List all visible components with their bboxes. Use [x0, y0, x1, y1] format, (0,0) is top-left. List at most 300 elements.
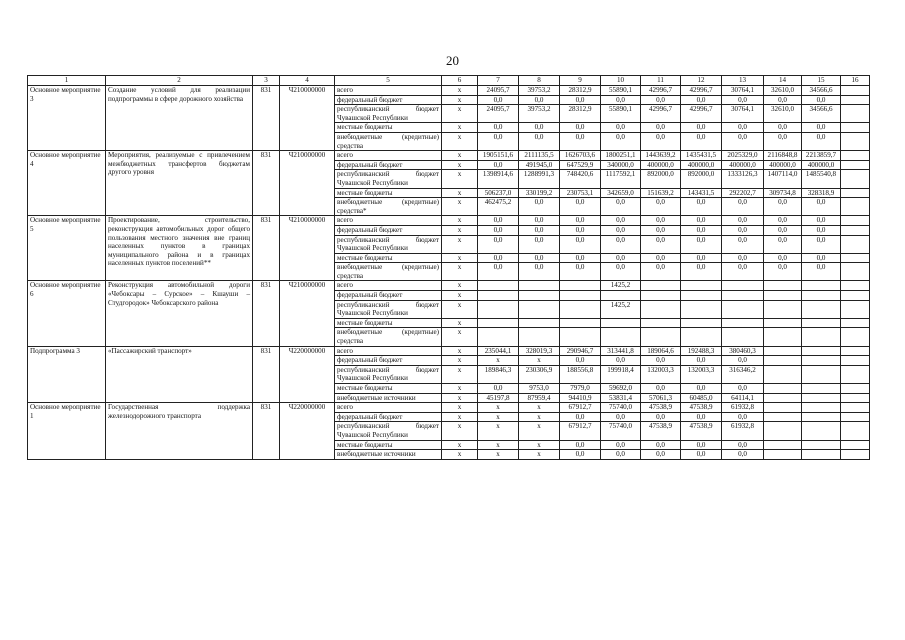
value-cell — [478, 318, 519, 328]
value-cell: 0,0 — [641, 198, 681, 216]
value-cell: 7979,0 — [560, 384, 601, 394]
value-cell — [802, 393, 841, 403]
value-cell: 0,0 — [601, 263, 641, 281]
value-cell: 0,0 — [802, 123, 841, 133]
value-cell: 0,0 — [722, 235, 764, 253]
value-cell: 0,0 — [641, 440, 681, 450]
value-cell — [601, 291, 641, 301]
program-name-cell: Основное мероприятие 4 — [28, 151, 106, 216]
value-cell: 1333126,3 — [722, 170, 764, 188]
value-cell: 0,0 — [722, 440, 764, 450]
funding-source-cell: федеральный бюджет — [335, 95, 442, 105]
value-cell: 491945,0 — [519, 160, 560, 170]
value-cell: 0,0 — [681, 412, 722, 422]
value-cell: 400000,0 — [681, 160, 722, 170]
admin-code-cell: 831 — [253, 346, 280, 403]
value-cell: 330199,2 — [519, 188, 560, 198]
status-cell: x — [442, 170, 478, 188]
value-cell: 0,0 — [601, 356, 641, 366]
classification-code-cell: Ч210000000 — [280, 216, 335, 281]
value-cell: 292202,7 — [722, 188, 764, 198]
classification-code-cell: Ч220000000 — [280, 403, 335, 460]
value-cell: 188556,8 — [560, 365, 601, 383]
value-cell — [841, 318, 870, 328]
value-cell — [764, 384, 802, 394]
table-row — [28, 151, 870, 161]
header-row — [28, 76, 870, 86]
value-cell: 132003,3 — [641, 365, 681, 383]
value-cell — [802, 300, 841, 318]
value-cell: 400000,0 — [722, 160, 764, 170]
value-cell — [764, 422, 802, 440]
value-cell: 0,0 — [681, 356, 722, 366]
value-cell: 30764,1 — [722, 86, 764, 96]
value-cell: 0,0 — [722, 263, 764, 281]
value-cell: 0,0 — [764, 198, 802, 216]
value-cell: 2025329,0 — [722, 151, 764, 161]
value-cell: 316346,2 — [722, 365, 764, 383]
value-cell: 328019,3 — [519, 346, 560, 356]
value-cell — [841, 151, 870, 161]
column-header: 2 — [106, 76, 253, 86]
value-cell: 1398914,6 — [478, 170, 519, 188]
value-cell: 328318,9 — [802, 188, 841, 198]
value-cell: 342659,0 — [601, 188, 641, 198]
value-cell — [641, 300, 681, 318]
funding-source-cell: всего — [335, 86, 442, 96]
value-cell — [802, 412, 841, 422]
funding-source-cell: всего — [335, 216, 442, 226]
value-cell: 0,0 — [764, 235, 802, 253]
value-cell: 0,0 — [601, 132, 641, 150]
value-cell — [560, 281, 601, 291]
value-cell: 42996,7 — [641, 105, 681, 123]
value-cell — [841, 393, 870, 403]
value-cell: 0,0 — [802, 216, 841, 226]
description-cell: Реконструкция автомобильной дороги «Чебоксары – Сурское» – Кшауши – Студгородок» Чебоксарского района — [106, 281, 253, 346]
value-cell: 0,0 — [560, 440, 601, 450]
page-number: 20 — [446, 53, 459, 68]
value-cell: 0,0 — [641, 95, 681, 105]
value-cell: 0,0 — [641, 356, 681, 366]
funding-source-cell: местные бюджеты — [335, 253, 442, 263]
value-cell: 0,0 — [641, 253, 681, 263]
value-cell — [641, 328, 681, 346]
status-cell: x — [442, 263, 478, 281]
value-cell — [764, 412, 802, 422]
value-cell — [841, 450, 870, 460]
value-cell: 0,0 — [681, 450, 722, 460]
value-cell: x — [478, 422, 519, 440]
description-cell: Государственная поддержка железнодорожного транспорта — [106, 403, 253, 460]
value-cell: 0,0 — [641, 216, 681, 226]
value-cell: 0,0 — [681, 225, 722, 235]
value-cell: 0,0 — [601, 216, 641, 226]
value-cell — [764, 440, 802, 450]
value-cell: 55890,1 — [601, 105, 641, 123]
value-cell — [764, 365, 802, 383]
value-cell: 0,0 — [722, 450, 764, 460]
classification-code-cell: Ч210000000 — [280, 281, 335, 346]
value-cell: 0,0 — [601, 412, 641, 422]
value-cell: 189064,6 — [641, 346, 681, 356]
value-cell: 0,0 — [601, 95, 641, 105]
value-cell: 230306,9 — [519, 365, 560, 383]
value-cell: 24095,7 — [478, 105, 519, 123]
value-cell: 0,0 — [722, 123, 764, 133]
value-cell: 32610,0 — [764, 86, 802, 96]
status-cell: x — [442, 160, 478, 170]
value-cell: 75740,0 — [601, 422, 641, 440]
value-cell — [841, 86, 870, 96]
value-cell: 0,0 — [802, 235, 841, 253]
value-cell: 1800251,1 — [601, 151, 641, 161]
value-cell — [681, 281, 722, 291]
value-cell: 1905151,6 — [478, 151, 519, 161]
funding-source-cell: республиканский бюджет Чувашской Республики — [335, 300, 442, 318]
value-cell: 0,0 — [764, 263, 802, 281]
value-cell — [681, 300, 722, 318]
value-cell: 1425,2 — [601, 300, 641, 318]
value-cell: 0,0 — [560, 225, 601, 235]
funding-source-cell: федеральный бюджет — [335, 160, 442, 170]
value-cell: 0,0 — [681, 95, 722, 105]
status-cell: x — [442, 300, 478, 318]
value-cell: 0,0 — [519, 235, 560, 253]
admin-code-cell: 831 — [253, 151, 280, 216]
value-cell: 0,0 — [560, 412, 601, 422]
column-header: 15 — [802, 76, 841, 86]
value-cell: 2213859,7 — [802, 151, 841, 161]
value-cell: 0,0 — [681, 132, 722, 150]
value-cell — [802, 346, 841, 356]
funding-source-cell: республиканский бюджет Чувашской Республики — [335, 105, 442, 123]
column-header: 16 — [841, 76, 870, 86]
value-cell — [841, 188, 870, 198]
table-body — [28, 86, 870, 460]
value-cell: 55890,1 — [601, 86, 641, 96]
value-cell: 59692,0 — [601, 384, 641, 394]
value-cell: 0,0 — [764, 216, 802, 226]
column-header: 1 — [28, 76, 106, 86]
funding-source-cell: местные бюджеты — [335, 440, 442, 450]
status-cell: x — [442, 235, 478, 253]
value-cell — [841, 440, 870, 450]
value-cell: 34566,6 — [802, 105, 841, 123]
status-cell: x — [442, 253, 478, 263]
value-cell: 0,0 — [802, 263, 841, 281]
value-cell: 0,0 — [722, 216, 764, 226]
value-cell — [802, 422, 841, 440]
value-cell: 53831,4 — [601, 393, 641, 403]
value-cell: 0,0 — [641, 225, 681, 235]
value-cell — [841, 356, 870, 366]
value-cell: 0,0 — [601, 450, 641, 460]
funding-source-cell: всего — [335, 151, 442, 161]
value-cell — [641, 291, 681, 301]
value-cell — [722, 318, 764, 328]
status-cell: x — [442, 105, 478, 123]
value-cell: 64114,1 — [722, 393, 764, 403]
value-cell: 1117592,1 — [601, 170, 641, 188]
description-cell: Проектирование, строительство, реконструкция автомобильных дорог общего пользования местного значения вне границ населенных пунктов в границах муниципального района и в границах населенных пунктов поселений** — [106, 216, 253, 281]
status-cell: x — [442, 422, 478, 440]
value-cell: 0,0 — [519, 225, 560, 235]
value-cell — [841, 346, 870, 356]
value-cell: 0,0 — [560, 235, 601, 253]
status-cell: x — [442, 318, 478, 328]
program-name-cell: Подпрограмма 3 — [28, 346, 106, 403]
admin-code-cell: 831 — [253, 216, 280, 281]
value-cell — [764, 450, 802, 460]
value-cell: 0,0 — [478, 160, 519, 170]
funding-source-cell: республиканский бюджет Чувашской Республики — [335, 422, 442, 440]
status-cell: x — [442, 346, 478, 356]
value-cell — [764, 403, 802, 413]
status-cell: x — [442, 198, 478, 216]
value-cell: 0,0 — [519, 216, 560, 226]
funding-source-cell: всего — [335, 346, 442, 356]
column-header: 5 — [335, 76, 442, 86]
value-cell: 132003,3 — [681, 365, 722, 383]
value-cell — [764, 281, 802, 291]
value-cell: 0,0 — [560, 123, 601, 133]
value-cell — [519, 291, 560, 301]
value-cell — [764, 318, 802, 328]
funding-table — [27, 75, 870, 460]
value-cell — [478, 291, 519, 301]
value-cell: 0,0 — [802, 198, 841, 216]
status-cell: x — [442, 123, 478, 133]
table-row — [28, 346, 870, 356]
value-cell: 32610,0 — [764, 105, 802, 123]
value-cell — [764, 328, 802, 346]
value-cell: 30764,1 — [722, 105, 764, 123]
status-cell: x — [442, 225, 478, 235]
admin-code-cell: 831 — [253, 281, 280, 346]
value-cell: 1443639,2 — [641, 151, 681, 161]
value-cell: 0,0 — [764, 132, 802, 150]
value-cell — [764, 346, 802, 356]
value-cell: 0,0 — [722, 198, 764, 216]
table-row — [28, 281, 870, 291]
value-cell — [841, 422, 870, 440]
value-cell: 892000,0 — [641, 170, 681, 188]
value-cell: 0,0 — [764, 123, 802, 133]
value-cell — [841, 123, 870, 133]
value-cell: 0,0 — [601, 235, 641, 253]
value-cell: 42996,7 — [681, 86, 722, 96]
value-cell: 0,0 — [722, 356, 764, 366]
value-cell: 892000,0 — [681, 170, 722, 188]
value-cell: 0,0 — [681, 216, 722, 226]
value-cell: 748420,6 — [560, 170, 601, 188]
value-cell: 0,0 — [681, 263, 722, 281]
value-cell: 340000,0 — [601, 160, 641, 170]
value-cell: 0,0 — [641, 384, 681, 394]
column-header: 11 — [641, 76, 681, 86]
value-cell: 0,0 — [560, 216, 601, 226]
status-cell: x — [442, 412, 478, 422]
value-cell: 0,0 — [802, 95, 841, 105]
value-cell: 57061,3 — [641, 393, 681, 403]
value-cell — [841, 365, 870, 383]
value-cell — [722, 328, 764, 346]
value-cell — [841, 403, 870, 413]
value-cell: x — [478, 356, 519, 366]
value-cell: 2111135,5 — [519, 151, 560, 161]
funding-source-cell: внебюджетные (кредитные) средства — [335, 263, 442, 281]
value-cell: 1435431,5 — [681, 151, 722, 161]
value-cell: 0,0 — [764, 95, 802, 105]
funding-source-cell: внебюджетные источники — [335, 393, 442, 403]
value-cell: 0,0 — [560, 132, 601, 150]
value-cell: 28312,9 — [560, 105, 601, 123]
value-cell — [560, 318, 601, 328]
value-cell: 0,0 — [519, 95, 560, 105]
value-cell — [601, 318, 641, 328]
value-cell: 0,0 — [478, 225, 519, 235]
value-cell: 60485,0 — [681, 393, 722, 403]
value-cell: 0,0 — [560, 95, 601, 105]
status-cell: x — [442, 356, 478, 366]
admin-code-cell: 831 — [253, 86, 280, 151]
value-cell: 400000,0 — [764, 160, 802, 170]
funding-source-cell: внебюджетные (кредитные) средства* — [335, 198, 442, 216]
value-cell — [764, 393, 802, 403]
value-cell — [478, 281, 519, 291]
column-header: 12 — [681, 76, 722, 86]
status-cell: x — [442, 95, 478, 105]
column-header: 10 — [601, 76, 641, 86]
value-cell — [802, 440, 841, 450]
value-cell: 0,0 — [802, 132, 841, 150]
value-cell: 42996,7 — [681, 105, 722, 123]
value-cell — [764, 300, 802, 318]
value-cell: 0,0 — [601, 253, 641, 263]
value-cell: 67912,7 — [560, 403, 601, 413]
table-row — [28, 86, 870, 96]
status-cell: x — [442, 86, 478, 96]
description-cell: Мероприятия, реализуемые с привлечением межбюджетных трансфертов бюджетам другого уровня — [106, 151, 253, 216]
value-cell — [841, 253, 870, 263]
value-cell: 47538,9 — [681, 403, 722, 413]
value-cell — [519, 318, 560, 328]
column-header: 9 — [560, 76, 601, 86]
value-cell — [841, 263, 870, 281]
funding-source-cell: местные бюджеты — [335, 123, 442, 133]
value-cell: 0,0 — [722, 384, 764, 394]
value-cell — [764, 356, 802, 366]
value-cell: 0,0 — [764, 225, 802, 235]
value-cell: 0,0 — [519, 132, 560, 150]
value-cell: 0,0 — [519, 198, 560, 216]
table-row — [28, 216, 870, 226]
status-cell: x — [442, 132, 478, 150]
value-cell: 0,0 — [519, 253, 560, 263]
status-cell: x — [442, 365, 478, 383]
value-cell — [560, 291, 601, 301]
value-cell: x — [478, 440, 519, 450]
value-cell: 290946,7 — [560, 346, 601, 356]
value-cell — [841, 300, 870, 318]
value-cell: 0,0 — [601, 198, 641, 216]
value-cell — [802, 328, 841, 346]
value-cell — [802, 365, 841, 383]
value-cell — [841, 235, 870, 253]
value-cell: 0,0 — [478, 216, 519, 226]
value-cell: 2116848,8 — [764, 151, 802, 161]
column-header: 13 — [722, 76, 764, 86]
value-cell — [722, 281, 764, 291]
program-name-cell: Основное мероприятие 3 — [28, 86, 106, 151]
status-cell: x — [442, 216, 478, 226]
value-cell: 1407114,0 — [764, 170, 802, 188]
funding-source-cell: внебюджетные (кредитные) средства — [335, 132, 442, 150]
value-cell: x — [478, 450, 519, 460]
value-cell: 0,0 — [560, 198, 601, 216]
value-cell — [802, 356, 841, 366]
value-cell — [841, 198, 870, 216]
column-header: 6 — [442, 76, 478, 86]
value-cell: 87959,4 — [519, 393, 560, 403]
value-cell: 0,0 — [478, 95, 519, 105]
funding-source-cell: республиканский бюджет Чувашской Республики — [335, 235, 442, 253]
value-cell: 192488,3 — [681, 346, 722, 356]
value-cell: 24095,7 — [478, 86, 519, 96]
status-cell: x — [442, 450, 478, 460]
value-cell: 45197,8 — [478, 393, 519, 403]
value-cell: x — [519, 412, 560, 422]
value-cell: 400000,0 — [641, 160, 681, 170]
column-header: 3 — [253, 76, 280, 86]
column-header: 14 — [764, 76, 802, 86]
column-header: 7 — [478, 76, 519, 86]
classification-code-cell: Ч220000000 — [280, 346, 335, 403]
value-cell: 0,0 — [722, 253, 764, 263]
value-cell: 0,0 — [722, 132, 764, 150]
value-cell — [681, 328, 722, 346]
value-cell: 1485540,8 — [802, 170, 841, 188]
funding-source-cell: всего — [335, 403, 442, 413]
value-cell: 0,0 — [560, 253, 601, 263]
funding-source-cell: внебюджетные (кредитные) средства — [335, 328, 442, 346]
value-cell — [841, 132, 870, 150]
status-cell: x — [442, 393, 478, 403]
value-cell — [641, 318, 681, 328]
value-cell: 0,0 — [601, 440, 641, 450]
value-cell: 67912,7 — [560, 422, 601, 440]
value-cell — [841, 95, 870, 105]
status-cell: x — [442, 281, 478, 291]
value-cell — [802, 450, 841, 460]
value-cell: 462475,2 — [478, 198, 519, 216]
funding-source-cell: местные бюджеты — [335, 188, 442, 198]
value-cell: 0,0 — [641, 263, 681, 281]
value-cell: 647529,9 — [560, 160, 601, 170]
value-cell: x — [519, 450, 560, 460]
description-cell: «Пассажирский транспорт» — [106, 346, 253, 403]
value-cell: 309734,8 — [764, 188, 802, 198]
value-cell: 1626703,6 — [560, 151, 601, 161]
value-cell: 0,0 — [519, 263, 560, 281]
program-name-cell: Основное мероприятие 5 — [28, 216, 106, 281]
funding-source-cell: федеральный бюджет — [335, 291, 442, 301]
value-cell: 0,0 — [519, 123, 560, 133]
value-cell — [841, 170, 870, 188]
value-cell: 143431,5 — [681, 188, 722, 198]
status-cell: x — [442, 403, 478, 413]
